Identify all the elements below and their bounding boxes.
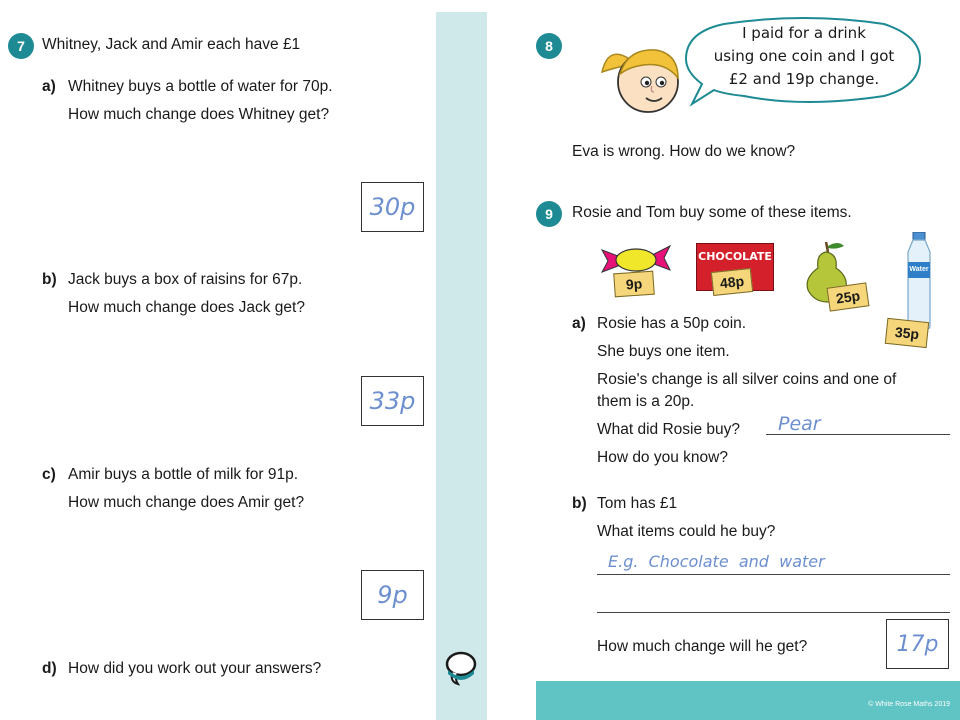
water-price-tag: 35p xyxy=(885,318,929,348)
water-bottle-icon xyxy=(902,232,936,330)
q9b-change-answer: 17p xyxy=(896,631,939,657)
question-number-7: 7 xyxy=(8,33,34,59)
q7a-label: a) xyxy=(42,78,56,95)
sweet-price-tag: 9p xyxy=(613,271,655,298)
q7b-text: Jack buys a box of raisins for 67p. xyxy=(68,271,303,288)
q7-title: Whitney, Jack and Amir each have £1 xyxy=(42,36,301,53)
q9a-line-1: Rosie has a 50p coin. xyxy=(597,315,747,332)
discussion-bubble-icon xyxy=(444,648,478,688)
q9b-line-2: What items could he buy? xyxy=(597,523,776,540)
q9a-label: a) xyxy=(572,315,586,332)
pear-price-tag: 25p xyxy=(827,282,870,311)
q9b-label: b) xyxy=(572,495,587,512)
q9b-change-answer-box[interactable] xyxy=(886,619,949,669)
speech-line-3: £2 and 19p change. xyxy=(728,70,880,88)
q9b-line-3: How much change will he get? xyxy=(597,638,808,655)
q7c-text: Amir buys a bottle of milk for 91p. xyxy=(68,466,299,483)
q9a-line-2: She buys one item. xyxy=(597,343,730,360)
speech-bubble xyxy=(684,14,924,108)
q7b-answer: 33p xyxy=(369,387,416,415)
q7c-answer-box[interactable] xyxy=(361,570,424,620)
q7b-question: How much change does Jack get? xyxy=(68,299,305,316)
q8-question: Eva is wrong. How do we know? xyxy=(572,143,796,160)
q7d-question: How did you work out your answers? xyxy=(68,660,322,677)
q9a-answer: Pear xyxy=(778,413,821,435)
page-divider xyxy=(436,12,487,720)
q7a-answer-box[interactable] xyxy=(361,182,424,232)
q7c-answer: 9p xyxy=(377,581,408,609)
speech-line-2: using one coin and I got xyxy=(713,47,895,65)
footer-copyright: © White Rose Maths 2019 xyxy=(868,701,950,708)
q7c-question: How much change does Amir get? xyxy=(68,494,305,511)
q9b-answer: E.g. Chocolate and water xyxy=(608,552,825,571)
q7d-label: d) xyxy=(42,660,57,677)
question-number-9: 9 xyxy=(536,201,562,227)
q7b-label: b) xyxy=(42,271,57,288)
q9a-line-4: them is a 20p. xyxy=(597,393,695,410)
speech-line-1: I paid for a drink xyxy=(742,24,866,42)
q9b-line-1: Tom has £1 xyxy=(597,495,678,512)
q7b-answer-box[interactable] xyxy=(361,376,424,426)
q9-title: Rosie and Tom buy some of these items. xyxy=(572,204,852,221)
question-number-8: 8 xyxy=(536,33,562,59)
q9b-answer-line-2[interactable] xyxy=(597,598,950,613)
q7a-question: How much change does Whitney get? xyxy=(68,106,330,123)
q9a-line-6: How do you know? xyxy=(597,449,728,466)
water-label: Water xyxy=(909,266,929,273)
eva-character-icon xyxy=(598,38,684,116)
chocolate-price-tag: 48p xyxy=(711,268,753,296)
chocolate-label: CHOCOLATE xyxy=(698,250,772,263)
footer-bar xyxy=(536,681,960,720)
q7c-label: c) xyxy=(42,466,56,483)
q9a-line-5: What did Rosie buy? xyxy=(597,421,741,438)
q7a-text: Whitney buys a bottle of water for 70p. xyxy=(68,78,333,95)
q9a-line-3: Rosie's change is all silver coins and one of xyxy=(597,371,897,388)
q7a-answer: 30p xyxy=(369,193,416,221)
